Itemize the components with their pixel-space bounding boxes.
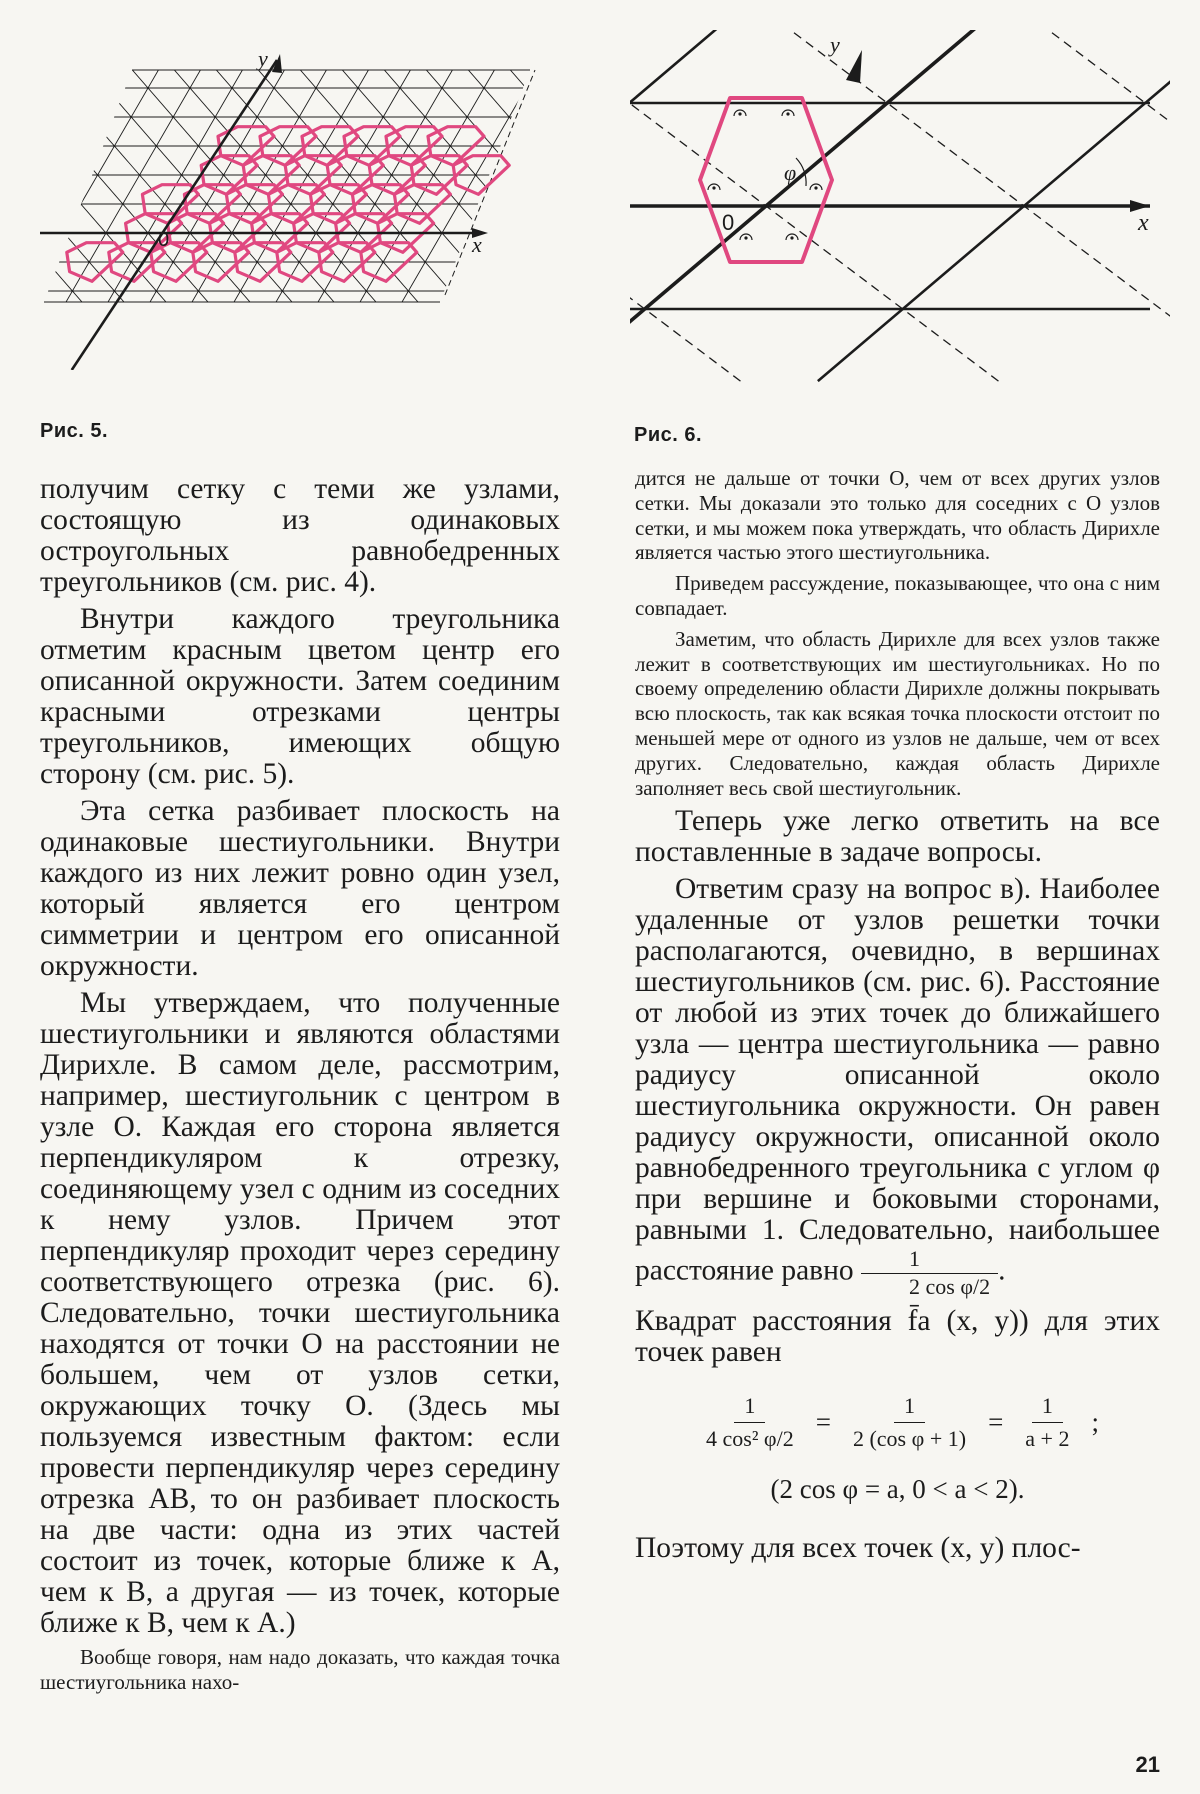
figure-5 (40, 40, 570, 370)
paragraph: Эта сетка разбивает плоскость на одинаковые шестиугольники. Внутри каждого из них лежит ровно один узел, который является его центром симметрии и центром его описанной окружности. (40, 795, 560, 982)
paragraph: Приведем рассуждение, показывающее, что она с ним совпадает. (635, 571, 1160, 620)
paragraph: дится не дальше от точки O, чем от всех других узлов сетки. Мы доказали это только для соседних с O узлов сетки, и мы можем пока утверждать, что область Дирихле является частью этого шестиугольника. (635, 466, 1160, 565)
equation-1: $\frac{1}{\text{4 cos² φ/2}}$ = $\frac{1}{\text{2 (cos φ + 1)}}$ = $\frac{1}{a + 2}$ ; (706, 1393, 1099, 1451)
angle-label: φ (784, 160, 797, 185)
origin-label: 0 (722, 210, 735, 235)
y-axis-label: y (830, 32, 840, 57)
grid-line-slanted (40, 40, 140, 370)
origin-label: 0 (158, 229, 170, 251)
x-axis-label: x (1138, 210, 1149, 236)
right-column (635, 466, 1160, 1564)
right-angle-dot (712, 186, 715, 189)
figure-6 (630, 30, 1170, 390)
grid-line-diagonal (40, 40, 299, 370)
y-axis-label: y (258, 46, 268, 71)
grid-line-slanted (383, 40, 570, 370)
grid-line-diagonal (40, 40, 341, 370)
grid-line-slanted (40, 40, 98, 370)
grid-line-slanted (40, 40, 224, 370)
grid-line-slanted (509, 40, 570, 370)
angle-arc (796, 158, 806, 186)
page-number: 21 (1135, 1752, 1160, 1777)
right-angle-dot (790, 236, 793, 239)
right-angle-dot (738, 112, 741, 115)
grid-line-diagonal (518, 40, 570, 370)
figure-5-caption: Рис. 5. (40, 420, 109, 442)
grid-line-slanted (40, 40, 182, 370)
right-angle-dot (814, 186, 817, 189)
grid-line-slanted (425, 40, 570, 370)
grid-line-diagonal (40, 40, 47, 370)
equation-2: (2 cos φ = a, 0 < a < 2). (770, 1474, 1025, 1505)
paragraph-text: Ответим сразу на вопрос в). Наиболее удаленные от узлов решетки точки располагаются, очевидно, в вершинах шестиугольников (см. рис. 6). Расстояние от любой из этих точек до ближайшего узла — центра шестиугольника — равно радиусу описанной около шестиугольника окружности. Он равен радиусу окружности, описанной около равнобедренного треугольника с углом φ при вершине и боковыми сторонами, равными 1. Следовательно, наибольшее расстояние равно (635, 873, 1160, 1288)
paragraph: Внутри каждого треугольника отметим красным цветом центр его описанной окружности. Затем соединим красными отрезками центры треугольников, имеющих общую сторону (см. рис. 5). (40, 603, 560, 790)
grid-line-diagonal (476, 40, 570, 370)
figure-6-caption: Рис. 6. (634, 424, 703, 446)
paragraph: Вообще говоря, нам надо доказать, что каждая точка шестиугольника нахо- (40, 1645, 560, 1694)
paragraph: Мы утверждаем, что полученные шестиугольники и являются областями Дирихле. В самом деле, рассмотрим, например, шестиугольник с центром в узле O. Каждая его сторона является перпендикуляром к отрезку, соединяющему узел с одним из соседних к нему узлов. Причем этот перпендикуляр проходит через середину соответствующего отрезка (рис. 6). Следовательно, точки шестиугольника находятся от точки O на расстоянии не большем, чем от узлов сетки, окружающих точку O. (Здесь мы пользуемся известным фактом: если провести перпендикуляр через середину отрезка AB, то он разбивает плоскость на две части: одна из этих частей состоит из точек, которые ближе к A, чем к B, а другая — из точек, которые ближе к B, чем к A.) (40, 987, 560, 1639)
red-hexagon (700, 98, 832, 262)
grid-line-diagonal (392, 40, 570, 370)
paragraph: Ответим сразу на вопрос в). Наиболее удаленные от узлов решетки точки располагаются, очевидно, в вершинах шестиугольников (см. рис. 6). Расстояние от любой из этих точек до ближайшего узла — центра шестиугольника — равно радиусу описанной около шестиугольника окружности. Он равен радиусу окружности, описанной около равнобедренного треугольника с углом φ при вершине и боковыми сторонами, равными 1. Следовательно, наибольшее расстояние равно $\frac{1}{\text{2 cos φ/2}}$ . (635, 873, 1160, 1299)
grid-line-slanted (551, 40, 570, 370)
figure-6-graphic (630, 30, 1170, 390)
distance-fraction: $\frac{1}{\text{2 cos φ/2}}$ (861, 1246, 998, 1300)
x-axis-label: x (472, 232, 482, 257)
paragraph: Поэтому для всех точек (x, y) плос- (635, 1532, 1081, 1565)
figure-5-graphic (40, 40, 570, 370)
paragraph: Заметим, что область Дирихле для всех узлов также лежит в соответствующих им шестиугольниках. Но по своему определению области Дирихле должны покрывать всю плоскость, так как всякая точка плоскости отстоит по меньшей мере от одного из узлов не дальше, чем от всех других. Следовательно, каждая область Дирихле заполняет весь свой шестиугольник. (635, 626, 1160, 800)
grid-line-diagonal (560, 40, 570, 370)
grid-line-diagonal (40, 40, 131, 370)
grid-line-diagonal (434, 40, 570, 370)
paragraph: получим сетку с теми же узлами, состоящую из одинаковых остроугольных равнобедренных треугольников (см. рис. 4). (40, 473, 560, 598)
left-column (40, 474, 560, 1695)
grid-line-diagonal (40, 40, 257, 370)
grid-line-slanted (40, 40, 56, 370)
grid-line-diagonal (40, 40, 173, 370)
paragraph: Теперь уже легко ответить на все поставленные в задаче вопросы. (635, 805, 1160, 869)
paragraph: Квадрат расстояния f̄a (x, y)) для этих точек равен (635, 1305, 1160, 1369)
right-angle-dot (786, 112, 789, 115)
right-angle-dot (744, 236, 747, 239)
grid-group (40, 40, 570, 370)
